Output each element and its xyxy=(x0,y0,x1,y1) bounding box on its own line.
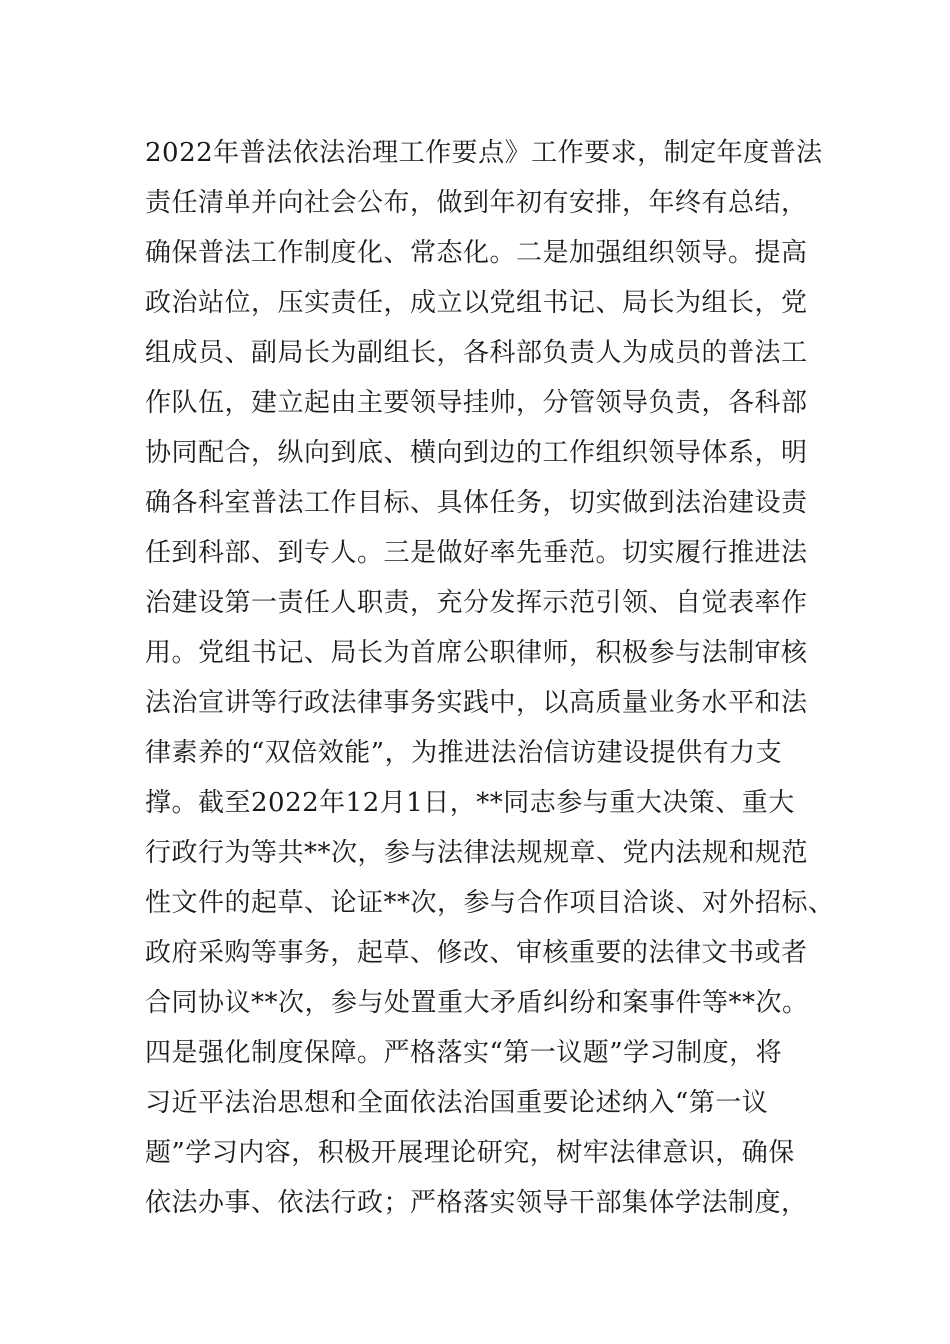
body-text xyxy=(145,128,845,1228)
text-line: 用。党组书记、局长为首席公职律师，积极参与法制审核 xyxy=(145,638,808,668)
text-line: 四是强化制度保障。严格落实“第一议题”学习制度，将 xyxy=(145,1038,783,1068)
text-line: 确保普法工作制度化、常态化。二是加强组织领导。提高 xyxy=(145,238,808,268)
text-line: 作队伍，建立起由主要领导挂帅，分管领导负责，各科部 xyxy=(145,388,808,418)
text-line: 合同协议**次，参与处置重大矛盾纠纷和案事件等**次。 xyxy=(145,988,809,1018)
text-line: 协同配合，纵向到底、横向到边的工作组织领导体系，明 xyxy=(145,438,808,468)
text-line: 责任清单并向社会公布，做到年初有安排，年终有总结， xyxy=(145,188,808,218)
text-line: 组成员、副局长为副组长，各科部负责人为成员的普法工 xyxy=(145,338,808,368)
text-line: 2022年普法依法治理工作要点》工作要求，制定年度普法 xyxy=(145,138,823,168)
text-line: 任到科部、到专人。三是做好率先垂范。切实履行推进法 xyxy=(145,538,808,568)
text-line: 题”学习内容，积极开展理论研究，树牢法律意识，确保 xyxy=(145,1138,795,1168)
text-line: 行政行为等共**次，参与法律法规规章、党内法规和规范 xyxy=(145,838,809,868)
text-line: 治建设第一责任人职责，充分发挥示范引领、自觉表率作 xyxy=(145,588,808,618)
text-line: 政治站位，压实责任，成立以党组书记、局长为组长，党 xyxy=(145,288,808,318)
text-line: 习近平法治思想和全面依法治国重要论述纳入“第一议 xyxy=(145,1088,769,1118)
text-line: 性文件的起草、论证**次，参与合作项目洽谈、对外招标、 xyxy=(145,888,835,918)
text-line: 确各科室普法工作目标、具体任务，切实做到法治建设责 xyxy=(145,488,808,518)
text-line: 依法办事、依法行政；严格落实领导干部集体学法制度， xyxy=(145,1188,808,1218)
text-line: 撑。截至2022年12月1日，**同志参与重大决策、重大 xyxy=(145,788,795,818)
text-line: 律素养的“双倍效能”，为推进法治信访建设提供有力支 xyxy=(145,738,783,768)
text-line: 政府采购等事务，起草、修改、审核重要的法律文书或者 xyxy=(145,938,808,968)
text-line: 法治宣讲等行政法律事务实践中，以高质量业务水平和法 xyxy=(145,688,808,718)
